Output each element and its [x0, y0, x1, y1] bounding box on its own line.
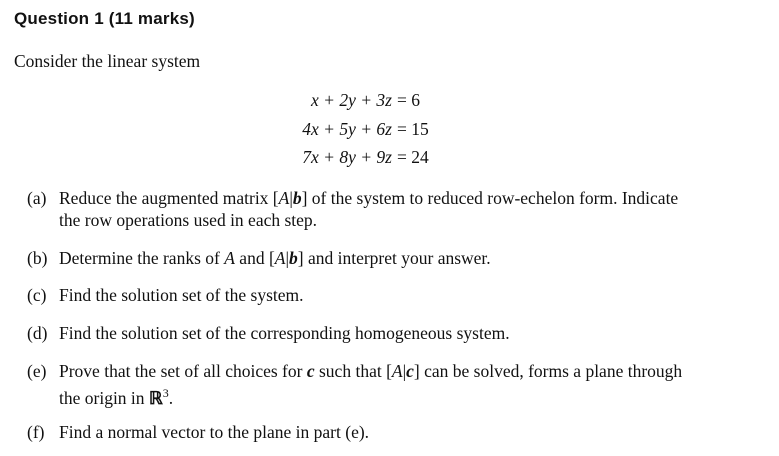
- equation-3: [260, 147, 520, 169]
- real-numbers-exponent: 3: [162, 386, 169, 400]
- part-c-text: Find the solution set of the system.: [59, 285, 304, 305]
- part-d-text: Find the solution set of the corresponding homogeneous system.: [59, 323, 510, 343]
- part-b: [27, 247, 491, 269]
- equation-3-rhs: = 24: [397, 147, 429, 167]
- part-e-line2-post: .: [168, 388, 174, 408]
- part-c: [27, 284, 304, 306]
- part-b-matrix-A2: A: [274, 248, 286, 268]
- part-e-line2-pre: the origin in: [59, 388, 149, 408]
- part-b-post: ] and interpret your answer.: [297, 248, 491, 268]
- part-b-label: (b): [27, 248, 48, 268]
- part-b-matrix-A: A: [224, 248, 235, 268]
- equation-2-rhs: = 15: [397, 119, 429, 139]
- part-e-line1-pre: Prove that the set of all choices for: [59, 361, 307, 381]
- part-e-label: (e): [27, 361, 47, 381]
- part-e-bar: |: [402, 361, 407, 381]
- question-title: Question 1 (11 marks): [14, 9, 195, 28]
- part-a: [27, 187, 678, 209]
- part-e-line1-post: ] can be solved, forms a plane through: [413, 361, 683, 381]
- part-f: [27, 421, 369, 443]
- intro-text: Consider the linear system: [14, 51, 201, 71]
- part-a-line2: the row operations used in each step.: [59, 210, 318, 230]
- equation-2: [260, 119, 520, 141]
- part-d-label: (d): [27, 323, 48, 343]
- part-f-label: (f): [27, 422, 45, 442]
- part-e: [27, 360, 682, 382]
- part-c-label: (c): [27, 285, 47, 305]
- part-a-line1-post: ] of the system to reduced row-echelon form. Indicate: [301, 188, 679, 208]
- part-b-bar: |: [285, 248, 289, 268]
- equation-1: [260, 90, 520, 112]
- part-e-matrix-A: A: [391, 361, 403, 381]
- part-b-mid: and [: [234, 248, 275, 268]
- part-a-vector-b: b: [292, 188, 302, 208]
- equation-2-lhs: 4x + 5y + 6z: [302, 119, 392, 139]
- part-a-label: (a): [27, 188, 47, 208]
- part-e-vector-c: c: [306, 361, 315, 381]
- equation-3-lhs: 7x + 8y + 9z: [302, 147, 392, 167]
- part-b-vector-b: b: [289, 248, 298, 268]
- part-a-matrix-A: A: [278, 188, 290, 208]
- part-a-line1-pre: Reduce the augmented matrix [: [59, 188, 279, 208]
- part-e-vector-c2: c: [406, 361, 414, 381]
- equation-1-rhs: = 6: [397, 90, 420, 110]
- part-d: [27, 322, 510, 344]
- part-b-pre: Determine the ranks of: [59, 248, 225, 268]
- equation-1-lhs: x + 2y + 3z: [311, 90, 392, 110]
- part-e-line2: [59, 382, 173, 409]
- part-f-text: Find a normal vector to the plane in part (e).: [59, 422, 370, 442]
- part-e-line1-mid: such that [: [314, 361, 392, 381]
- real-numbers-symbol: ℝ: [148, 388, 163, 408]
- part-a-bar: |: [289, 188, 293, 208]
